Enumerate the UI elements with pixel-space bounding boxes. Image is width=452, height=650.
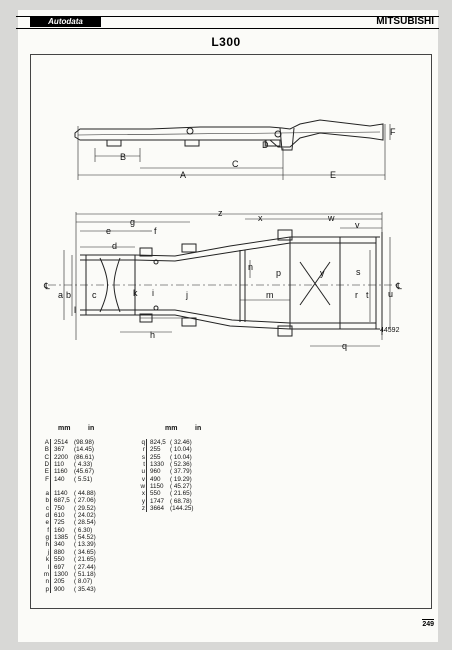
dim-label-w: w bbox=[328, 213, 335, 223]
row-mm: 550 bbox=[150, 490, 161, 498]
table-column-right bbox=[140, 439, 194, 513]
dim-label-y: y bbox=[320, 268, 325, 278]
row-key: l bbox=[47, 563, 49, 571]
table-row bbox=[141, 490, 194, 498]
row-key: w bbox=[140, 483, 145, 491]
row-key: F bbox=[45, 475, 49, 483]
row-mm: 2514 bbox=[54, 439, 69, 446]
row-in: ( 28.54) bbox=[74, 519, 96, 527]
row-mm: 1160 bbox=[54, 468, 68, 476]
row-mm: 2200 bbox=[54, 453, 69, 461]
row-in: (14.45) bbox=[74, 446, 94, 454]
row-mm: 725 bbox=[54, 519, 65, 527]
col-header-in-right: in bbox=[195, 425, 202, 432]
dim-label-E: E bbox=[330, 170, 337, 180]
row-key: m bbox=[43, 570, 49, 578]
dim-label-D: D bbox=[262, 140, 269, 150]
row-key: d bbox=[45, 512, 49, 520]
dim-label-g: g bbox=[130, 217, 136, 227]
page-number: 249 bbox=[422, 621, 434, 628]
table-row bbox=[142, 446, 194, 454]
dim-label-u: u bbox=[388, 289, 394, 299]
row-in: ( 29.52) bbox=[74, 504, 96, 512]
row-in: ( 21.65) bbox=[170, 490, 192, 498]
row-key: g bbox=[45, 534, 49, 542]
row-in: (45.67) bbox=[74, 468, 94, 476]
row-key: j bbox=[47, 548, 49, 556]
plan-view-frame bbox=[80, 230, 382, 336]
row-in: ( 21.65) bbox=[74, 556, 96, 564]
row-mm: 697 bbox=[54, 563, 65, 571]
row-key: A bbox=[44, 439, 49, 446]
table-row bbox=[45, 585, 98, 593]
dim-label-A: A bbox=[180, 170, 187, 180]
row-key: c bbox=[45, 504, 49, 512]
table-row bbox=[45, 541, 98, 549]
dim-label-q: q bbox=[342, 341, 348, 351]
row-key: B bbox=[44, 446, 49, 454]
col-header-mm-right: mm bbox=[165, 425, 178, 432]
row-in: ( 27.06) bbox=[74, 497, 96, 505]
row-key: h bbox=[45, 541, 49, 549]
row-mm: 1385 bbox=[54, 534, 69, 542]
row-mm: 160 bbox=[54, 526, 65, 534]
row-in: ( 34.65) bbox=[74, 548, 96, 556]
table-row bbox=[141, 468, 194, 476]
row-key: q bbox=[141, 439, 145, 446]
row-mm: 1747 bbox=[150, 497, 165, 505]
row-mm: 340 bbox=[54, 541, 65, 549]
dim-label-f: f bbox=[154, 226, 157, 236]
table-row bbox=[45, 497, 98, 505]
dim-label-z: z bbox=[218, 208, 223, 218]
dim-label-b: b bbox=[66, 290, 72, 300]
dim-label-h: h bbox=[150, 330, 156, 340]
row-mm: 610 bbox=[54, 512, 65, 520]
row-in: ( 5.51) bbox=[74, 475, 93, 483]
row-in: ( 24.02) bbox=[74, 512, 96, 520]
row-mm: 900 bbox=[54, 585, 65, 593]
row-key: u bbox=[141, 468, 145, 476]
row-in: ( 4.33) bbox=[74, 461, 93, 469]
dim-label-p: p bbox=[276, 268, 282, 278]
table-row bbox=[141, 453, 194, 461]
row-key: t bbox=[143, 461, 145, 469]
dim-label-n: n bbox=[248, 262, 254, 272]
table-row bbox=[47, 526, 98, 534]
row-key: s bbox=[141, 453, 145, 461]
row-mm: 140 bbox=[54, 475, 65, 483]
row-in: ( 8.07) bbox=[74, 578, 93, 586]
chassis-diagram bbox=[31, 55, 433, 415]
table-row bbox=[141, 439, 194, 446]
row-in: ( 45.27) bbox=[170, 483, 192, 491]
row-in: ( 54.52) bbox=[74, 534, 96, 542]
row-in: ( 6.30) bbox=[74, 526, 93, 534]
dim-label-r: r bbox=[355, 290, 358, 300]
row-in: ( 13.39) bbox=[74, 541, 96, 549]
row-key: x bbox=[141, 490, 145, 498]
table-row bbox=[43, 570, 98, 578]
row-in: ( 37.79) bbox=[170, 468, 192, 476]
dimension-letters bbox=[43, 127, 402, 351]
row-key: r bbox=[142, 446, 145, 454]
dim-label-a: a bbox=[58, 290, 64, 300]
row-key: v bbox=[141, 475, 145, 483]
row-key: p bbox=[45, 585, 49, 593]
table-row bbox=[44, 446, 98, 454]
row-mm: 1300 bbox=[54, 570, 69, 578]
vehicle-model: L300 bbox=[211, 35, 241, 49]
row-mm: 1140 bbox=[54, 490, 68, 498]
table-row bbox=[45, 578, 98, 586]
row-mm: 1150 bbox=[150, 483, 164, 491]
dim-label-s: s bbox=[356, 267, 361, 277]
brand-logo: Autodata bbox=[30, 17, 101, 27]
dim-label-l: l bbox=[74, 305, 76, 315]
row-in: ( 52.36) bbox=[170, 461, 192, 469]
row-mm: 960 bbox=[150, 468, 161, 476]
row-key: n bbox=[45, 578, 49, 586]
dim-label-c: c bbox=[92, 290, 97, 300]
row-key: C bbox=[44, 453, 49, 461]
row-mm: 1330 bbox=[150, 461, 165, 469]
table-row bbox=[141, 505, 194, 513]
vehicle-make: MITSUBISHI bbox=[376, 16, 434, 27]
row-in: (86.61) bbox=[74, 453, 94, 461]
col-header-mm: mm bbox=[58, 425, 71, 432]
row-key: E bbox=[44, 468, 49, 476]
row-in: ( 51.18) bbox=[74, 570, 96, 578]
row-mm: 110 bbox=[54, 461, 65, 469]
row-in: ( 27.44) bbox=[74, 563, 96, 571]
table-row bbox=[45, 534, 98, 542]
row-in: (144.25) bbox=[170, 505, 194, 513]
side-view-frame bbox=[75, 120, 383, 150]
row-key: f bbox=[47, 526, 49, 534]
row-in: ( 35.43) bbox=[74, 585, 96, 593]
dim-label-k: k bbox=[133, 288, 138, 298]
row-mm: 255 bbox=[150, 446, 161, 454]
table-row bbox=[45, 556, 98, 564]
row-mm: 3664 bbox=[150, 505, 165, 513]
row-key: a bbox=[45, 490, 49, 498]
table-row bbox=[44, 439, 98, 446]
table-row bbox=[47, 563, 98, 571]
row-in: ( 10.04) bbox=[170, 446, 192, 454]
centreline-left: ℄ bbox=[44, 281, 50, 291]
row-key: y bbox=[141, 497, 145, 505]
row-mm: 367 bbox=[54, 446, 65, 454]
table-row bbox=[44, 453, 98, 461]
row-in: ( 19.29) bbox=[170, 475, 192, 483]
table-row bbox=[141, 475, 194, 483]
table-row bbox=[45, 475, 98, 483]
row-in: ( 32.46) bbox=[170, 439, 192, 446]
row-key: k bbox=[45, 556, 49, 564]
row-key: D bbox=[44, 461, 49, 469]
table-row bbox=[44, 468, 98, 476]
row-mm: 880 bbox=[54, 548, 65, 556]
centreline-right: ℄ bbox=[396, 281, 402, 291]
row-in: ( 44.88) bbox=[74, 490, 96, 498]
table-row bbox=[45, 490, 98, 498]
dim-label-C: C bbox=[232, 159, 239, 169]
table-row bbox=[140, 483, 194, 491]
row-mm: 550 bbox=[54, 556, 65, 564]
table-row bbox=[47, 548, 98, 556]
row-mm: 205 bbox=[54, 578, 65, 586]
table-row bbox=[45, 519, 98, 527]
row-key: z bbox=[141, 505, 145, 513]
dim-label-F: F bbox=[390, 127, 396, 137]
table-row bbox=[143, 461, 194, 469]
row-mm: 687,5 bbox=[54, 497, 70, 505]
dim-label-e: e bbox=[106, 226, 112, 236]
table-row bbox=[141, 497, 194, 505]
table-row bbox=[45, 504, 98, 512]
diagram-ref-note: 44592 bbox=[380, 327, 400, 334]
row-key: b bbox=[45, 497, 49, 505]
dim-label-t: t bbox=[366, 290, 369, 300]
dim-label-i: i bbox=[152, 288, 154, 298]
row-mm: 490 bbox=[150, 475, 161, 483]
dim-label-B: B bbox=[120, 152, 127, 162]
row-mm: 750 bbox=[54, 504, 65, 512]
col-header-in: in bbox=[88, 425, 95, 432]
row-in: ( 68.78) bbox=[170, 497, 192, 505]
dim-label-v: v bbox=[355, 220, 360, 230]
dim-label-j: j bbox=[186, 290, 188, 300]
row-in: (98.98) bbox=[74, 439, 94, 446]
row-in: ( 10.04) bbox=[170, 453, 192, 461]
row-key: e bbox=[45, 519, 49, 527]
dim-label-d: d bbox=[112, 241, 118, 251]
row-mm: 255 bbox=[150, 453, 161, 461]
table-row bbox=[44, 461, 98, 469]
table-column-left bbox=[43, 439, 98, 593]
row-mm: 824,5 bbox=[150, 439, 166, 446]
dim-label-x: x bbox=[258, 213, 263, 223]
table-row bbox=[45, 512, 98, 520]
dim-label-m: m bbox=[266, 290, 274, 300]
